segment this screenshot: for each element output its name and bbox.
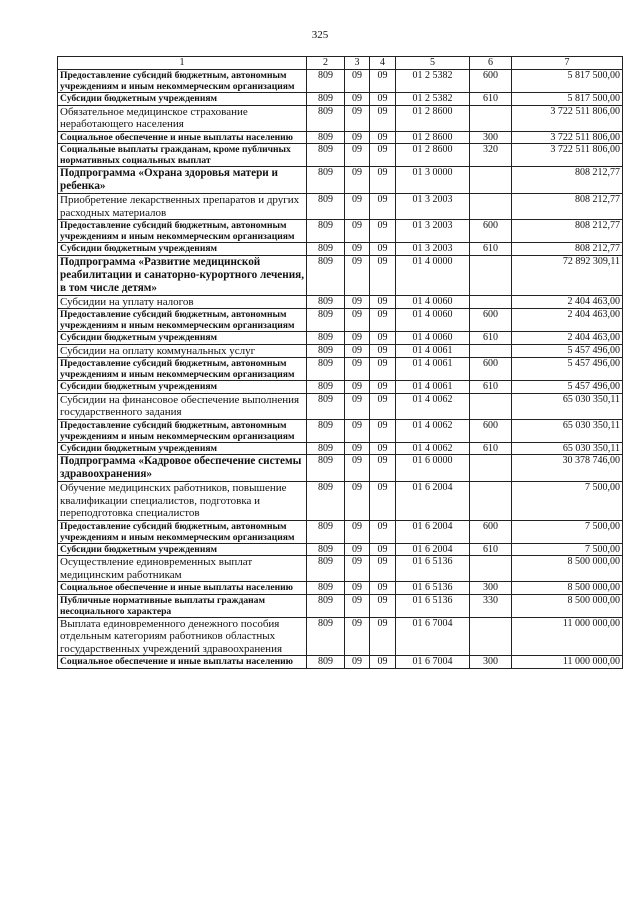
row-col-2: 809: [307, 144, 345, 167]
row-col-7: 2 404 463,00: [512, 295, 623, 309]
row-col-3: 09: [345, 255, 370, 295]
row-col-3: 09: [345, 167, 370, 194]
row-col-2: 809: [307, 617, 345, 656]
row-col-5: 01 4 0060: [396, 332, 470, 345]
table-row: [58, 482, 623, 521]
row-col-5: 01 3 2003: [396, 220, 470, 243]
row-col-3: 09: [345, 381, 370, 394]
table-row: [58, 344, 623, 358]
table-row: [58, 309, 623, 332]
row-col-6: 610: [470, 243, 512, 256]
row-label: Субсидии бюджетным учреждениям: [58, 442, 307, 455]
row-col-4: 09: [370, 482, 396, 521]
row-col-6: [470, 295, 512, 309]
row-col-7: 65 030 350,11: [512, 393, 623, 419]
row-col-4: 09: [370, 442, 396, 455]
row-col-7: 3 722 511 806,00: [512, 105, 623, 131]
table-row: [58, 220, 623, 243]
row-col-5: 01 4 0060: [396, 309, 470, 332]
row-col-3: 09: [345, 617, 370, 656]
row-label: Социальные выплаты гражданам, кроме публичных нормативных социальных выплат: [58, 144, 307, 167]
row-col-6: 600: [470, 419, 512, 442]
row-col-7: 3 722 511 806,00: [512, 131, 623, 144]
row-col-2: 809: [307, 442, 345, 455]
row-col-3: 09: [345, 220, 370, 243]
row-col-7: 8 500 000,00: [512, 582, 623, 595]
row-label: Субсидии бюджетным учреждениям: [58, 543, 307, 556]
row-col-4: 09: [370, 543, 396, 556]
row-col-3: 09: [345, 419, 370, 442]
row-col-6: 600: [470, 309, 512, 332]
row-label: Подпрограмма «Охрана здоровья матери и ребенка»: [58, 167, 307, 194]
row-col-7: 7 500,00: [512, 543, 623, 556]
row-col-7: 5 817 500,00: [512, 93, 623, 106]
row-col-4: 09: [370, 582, 396, 595]
row-col-6: 610: [470, 93, 512, 106]
row-col-4: 09: [370, 220, 396, 243]
row-col-2: 809: [307, 419, 345, 442]
row-col-3: 09: [345, 482, 370, 521]
row-col-4: 09: [370, 93, 396, 106]
row-col-3: 09: [345, 243, 370, 256]
row-label: Субсидии на финансовое обеспечение выполнения государственного задания: [58, 393, 307, 419]
row-col-6: 300: [470, 131, 512, 144]
row-col-4: 09: [370, 419, 396, 442]
row-col-2: 809: [307, 70, 345, 93]
row-col-7: 65 030 350,11: [512, 419, 623, 442]
table-row: [58, 520, 623, 543]
row-col-4: 09: [370, 243, 396, 256]
row-label: Осуществление единовременных выплат медицинским работникам: [58, 556, 307, 582]
table-row: [58, 656, 623, 669]
row-label: Субсидии бюджетным учреждениям: [58, 243, 307, 256]
row-col-6: [470, 194, 512, 220]
row-col-6: [470, 344, 512, 358]
row-col-3: 09: [345, 105, 370, 131]
row-col-2: 809: [307, 93, 345, 106]
row-col-3: 09: [345, 556, 370, 582]
row-col-6: 610: [470, 381, 512, 394]
table-row: [58, 70, 623, 93]
row-col-3: 09: [345, 656, 370, 669]
row-col-6: [470, 105, 512, 131]
row-col-5: 01 4 0061: [396, 358, 470, 381]
row-label: Обязательное медицинское страхование неработающего населения: [58, 105, 307, 131]
row-col-2: 809: [307, 656, 345, 669]
row-col-3: 09: [345, 70, 370, 93]
row-col-7: 2 404 463,00: [512, 309, 623, 332]
row-col-4: 09: [370, 393, 396, 419]
row-col-4: 09: [370, 344, 396, 358]
budget-table: [57, 56, 623, 669]
table-row: [58, 93, 623, 106]
row-label: Субсидии бюджетным учреждениям: [58, 332, 307, 345]
row-col-6: 330: [470, 594, 512, 617]
row-col-5: 01 2 8600: [396, 105, 470, 131]
row-col-3: 09: [345, 332, 370, 345]
row-col-2: 809: [307, 243, 345, 256]
row-col-2: 809: [307, 393, 345, 419]
row-col-3: 09: [345, 295, 370, 309]
table-row: [58, 167, 623, 194]
row-col-3: 09: [345, 393, 370, 419]
row-col-4: 09: [370, 70, 396, 93]
row-col-7: 5 457 496,00: [512, 381, 623, 394]
row-col-2: 809: [307, 295, 345, 309]
row-col-2: 809: [307, 520, 345, 543]
header-col-2: 2: [307, 57, 345, 70]
row-col-2: 809: [307, 344, 345, 358]
row-label: Выплата единовременного денежного пособия отдельным категориям работников областных государственных учреждений здравоохранения: [58, 617, 307, 656]
row-col-7: 808 212,77: [512, 220, 623, 243]
header-col-7: 7: [512, 57, 623, 70]
row-col-5: 01 2 5382: [396, 70, 470, 93]
row-col-2: 809: [307, 220, 345, 243]
row-col-7: 8 500 000,00: [512, 594, 623, 617]
table-row: [58, 393, 623, 419]
row-label: Предоставление субсидий бюджетным, автономным учреждениям и иным некоммерческим организациям: [58, 70, 307, 93]
row-col-6: [470, 167, 512, 194]
row-col-4: 09: [370, 105, 396, 131]
row-col-6: 600: [470, 70, 512, 93]
row-col-3: 09: [345, 455, 370, 482]
row-col-5: 01 4 0061: [396, 344, 470, 358]
header-row: [58, 57, 623, 70]
row-col-6: 610: [470, 442, 512, 455]
row-col-5: 01 4 0000: [396, 255, 470, 295]
row-col-6: [470, 393, 512, 419]
row-col-7: 3 722 511 806,00: [512, 144, 623, 167]
header-col-1: 1: [58, 57, 307, 70]
row-label: Подпрограмма «Кадровое обеспечение системы здравоохранения»: [58, 455, 307, 482]
table-row: [58, 194, 623, 220]
row-col-3: 09: [345, 309, 370, 332]
row-col-7: 65 030 350,11: [512, 442, 623, 455]
table-row: [58, 442, 623, 455]
row-col-3: 09: [345, 582, 370, 595]
page-number: 325: [311, 29, 329, 41]
row-col-4: 09: [370, 617, 396, 656]
row-col-5: 01 6 7004: [396, 656, 470, 669]
row-label: Социальное обеспечение и иные выплаты населению: [58, 582, 307, 595]
row-col-3: 09: [345, 442, 370, 455]
table-row: [58, 594, 623, 617]
row-col-5: 01 6 5136: [396, 582, 470, 595]
row-col-2: 809: [307, 556, 345, 582]
row-col-6: [470, 617, 512, 656]
row-col-6: [470, 556, 512, 582]
row-label: Публичные нормативные выплаты гражданам несоциального характера: [58, 594, 307, 617]
row-col-7: 5 457 496,00: [512, 358, 623, 381]
row-col-6: [470, 455, 512, 482]
row-col-3: 09: [345, 344, 370, 358]
row-col-6: 600: [470, 220, 512, 243]
row-col-7: 11 000 000,00: [512, 617, 623, 656]
row-col-2: 809: [307, 381, 345, 394]
row-col-2: 809: [307, 167, 345, 194]
row-col-7: 11 000 000,00: [512, 656, 623, 669]
row-col-3: 09: [345, 131, 370, 144]
row-col-7: 7 500,00: [512, 520, 623, 543]
row-col-4: 09: [370, 455, 396, 482]
table-row: [58, 332, 623, 345]
row-col-7: 72 892 309,11: [512, 255, 623, 295]
row-col-4: 09: [370, 556, 396, 582]
row-col-2: 809: [307, 194, 345, 220]
row-col-7: 5 817 500,00: [512, 70, 623, 93]
row-col-5: 01 4 0060: [396, 295, 470, 309]
table-row: [58, 381, 623, 394]
row-label: Предоставление субсидий бюджетным, автономным учреждениям и иным некоммерческим организациям: [58, 309, 307, 332]
row-col-2: 809: [307, 594, 345, 617]
row-label: Субсидии бюджетным учреждениям: [58, 93, 307, 106]
row-col-2: 809: [307, 358, 345, 381]
table-row: [58, 556, 623, 582]
row-col-4: 09: [370, 255, 396, 295]
row-col-5: 01 3 2003: [396, 243, 470, 256]
table-row: [58, 419, 623, 442]
row-col-5: 01 6 2004: [396, 482, 470, 521]
table-row: [58, 131, 623, 144]
row-col-4: 09: [370, 144, 396, 167]
row-col-5: 01 4 0061: [396, 381, 470, 394]
row-col-3: 09: [345, 520, 370, 543]
row-col-6: 610: [470, 543, 512, 556]
row-col-7: 808 212,77: [512, 167, 623, 194]
row-col-4: 09: [370, 131, 396, 144]
table-row: [58, 543, 623, 556]
row-col-4: 09: [370, 358, 396, 381]
row-col-2: 809: [307, 455, 345, 482]
row-label: Предоставление субсидий бюджетным, автономным учреждениям и иным некоммерческим организациям: [58, 220, 307, 243]
row-col-5: 01 4 0062: [396, 419, 470, 442]
row-col-6: [470, 255, 512, 295]
row-col-5: 01 4 0062: [396, 442, 470, 455]
row-col-6: 610: [470, 332, 512, 345]
row-col-7: 5 457 496,00: [512, 344, 623, 358]
table-row: [58, 144, 623, 167]
table-row: [58, 243, 623, 256]
row-label: Предоставление субсидий бюджетным, автономным учреждениям и иным некоммерческим организациям: [58, 358, 307, 381]
row-col-5: 01 6 5136: [396, 556, 470, 582]
row-col-7: 30 378 746,00: [512, 455, 623, 482]
header-col-5: 5: [396, 57, 470, 70]
budget-table-body: [58, 57, 623, 669]
row-col-4: 09: [370, 167, 396, 194]
table-row: [58, 295, 623, 309]
row-col-2: 809: [307, 332, 345, 345]
table-row: [58, 255, 623, 295]
row-col-2: 809: [307, 255, 345, 295]
header-col-4: 4: [370, 57, 396, 70]
row-col-5: 01 2 8600: [396, 144, 470, 167]
row-col-5: 01 6 2004: [396, 520, 470, 543]
row-col-5: 01 2 5382: [396, 93, 470, 106]
row-col-5: 01 3 0000: [396, 167, 470, 194]
row-col-6: 600: [470, 358, 512, 381]
header-col-3: 3: [345, 57, 370, 70]
row-col-6: 300: [470, 582, 512, 595]
row-col-3: 09: [345, 594, 370, 617]
table-row: [58, 358, 623, 381]
row-col-4: 09: [370, 381, 396, 394]
row-col-7: 808 212,77: [512, 194, 623, 220]
row-col-7: 7 500,00: [512, 482, 623, 521]
row-col-5: 01 6 5136: [396, 594, 470, 617]
row-col-4: 09: [370, 295, 396, 309]
row-col-4: 09: [370, 332, 396, 345]
row-col-2: 809: [307, 582, 345, 595]
row-col-2: 809: [307, 131, 345, 144]
row-label: Предоставление субсидий бюджетным, автономным учреждениям и иным некоммерческим организациям: [58, 520, 307, 543]
row-col-3: 09: [345, 358, 370, 381]
row-col-5: 01 2 8600: [396, 131, 470, 144]
row-col-5: 01 6 2004: [396, 543, 470, 556]
row-label: Обучение медицинских работников, повышение квалификации специалистов, подготовка и переподготовка специалистов: [58, 482, 307, 521]
table-row: [58, 617, 623, 656]
header-col-6: 6: [470, 57, 512, 70]
row-col-2: 809: [307, 482, 345, 521]
row-col-5: 01 6 0000: [396, 455, 470, 482]
row-col-3: 09: [345, 144, 370, 167]
table-row: [58, 582, 623, 595]
row-col-3: 09: [345, 194, 370, 220]
row-label: Субсидии на оплату коммунальных услуг: [58, 344, 307, 358]
row-col-2: 809: [307, 543, 345, 556]
row-col-6: 320: [470, 144, 512, 167]
row-col-7: 2 404 463,00: [512, 332, 623, 345]
row-label: Социальное обеспечение и иные выплаты населению: [58, 131, 307, 144]
row-label: Предоставление субсидий бюджетным, автономным учреждениям и иным некоммерческим организациям: [58, 419, 307, 442]
table-row: [58, 455, 623, 482]
row-col-2: 809: [307, 105, 345, 131]
row-col-6: 300: [470, 656, 512, 669]
row-col-7: 8 500 000,00: [512, 556, 623, 582]
row-col-3: 09: [345, 93, 370, 106]
row-label: Субсидии на уплату налогов: [58, 295, 307, 309]
row-col-5: 01 4 0062: [396, 393, 470, 419]
row-label: Подпрограмма «Развитие медицинской реабилитации и санаторно-курортного лечения, в том числе детям»: [58, 255, 307, 295]
table-row: [58, 105, 623, 131]
row-col-4: 09: [370, 520, 396, 543]
row-col-4: 09: [370, 194, 396, 220]
row-col-5: 01 3 2003: [396, 194, 470, 220]
row-col-4: 09: [370, 656, 396, 669]
row-col-4: 09: [370, 594, 396, 617]
row-label: Субсидии бюджетным учреждениям: [58, 381, 307, 394]
row-label: Приобретение лекарственных препаратов и других расходных материалов: [58, 194, 307, 220]
row-col-5: 01 6 7004: [396, 617, 470, 656]
row-label: Социальное обеспечение и иные выплаты населению: [58, 656, 307, 669]
row-col-6: [470, 482, 512, 521]
row-col-3: 09: [345, 543, 370, 556]
row-col-2: 809: [307, 309, 345, 332]
row-col-7: 808 212,77: [512, 243, 623, 256]
row-col-6: 600: [470, 520, 512, 543]
row-col-4: 09: [370, 309, 396, 332]
